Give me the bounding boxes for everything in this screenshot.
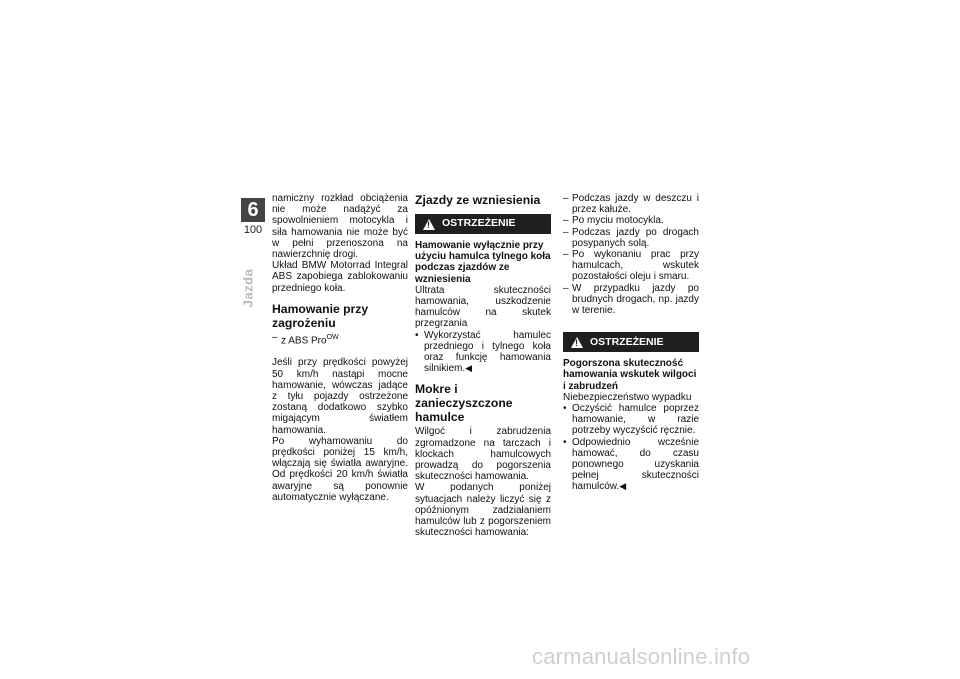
- warning-text: Ultrata skuteczności hamowania, uszkodzenie hamulców na skutek przegrzania: [415, 284, 551, 330]
- wet-brakes-paragraph-1: Wilgoć i zabrudzenia zgromadzone na tarczach i klockach hamulcowych prowadzą do pogorszenia skuteczności hamowania.: [415, 426, 551, 483]
- list-item: – Podczas jazdy po drogach posypanych solą.: [563, 226, 699, 249]
- wet-brakes-paragraph-2: W podanych poniżej sytuacjach należy liczyć się z opóźnionym zadziałaniem hamulców lub z pogorszeniem skuteczności hamowania:: [415, 482, 551, 539]
- chapter-marker: [241, 198, 265, 236]
- option-sup: OW: [326, 333, 339, 341]
- column-3: [563, 193, 699, 493]
- warning-label: OSTRZEŻENIE: [442, 217, 516, 230]
- chapter-number: 6: [241, 198, 265, 222]
- emergency-paragraph-1: Jeśli przy prędkości powyżej 50 km/h nastąpi mocne hamowanie, wówczas jadące z tyłu pojazdy ostrzeżone zostaną dodatkowo szybko migającym światłem hamowania.: [272, 357, 408, 436]
- chapter-side-label: [238, 258, 258, 318]
- list-item: [415, 330, 551, 375]
- list-item: • Oczyścić hamulce poprzez hamowanie, w razie potrzeby wyczyścić ręcznie.: [563, 403, 699, 437]
- warning-banner: [563, 332, 699, 352]
- intro-paragraph: namiczny rozkład obciążenia nie może nadążyć za spowolnieniem motocykla i siła hamowania nie może być w pełni przenoszona na nawierzchnię drogi.: [272, 193, 408, 261]
- column-2: [415, 193, 551, 538]
- warning-label: OSTRZEŻENIE: [590, 335, 664, 348]
- warning-triangle-icon: [571, 337, 583, 348]
- section-heading-emergency-braking: Hamowanie przy zagrożeniu: [272, 301, 369, 330]
- end-mark-icon: ◀: [465, 363, 473, 374]
- emergency-paragraph-2: Po wyhamowaniu do prędkości poniżej 15 km/h, włączają się światła awaryjne. Od prędkości 20 km/h światła awaryjne są ponownie automatycznie wyłączane.: [272, 435, 408, 503]
- warning-title: Pogorszona skuteczność hamowania wskutek wilgoci i zabrudzeń: [563, 358, 697, 392]
- end-mark-icon: ◀: [619, 481, 627, 492]
- bullet-text: Wykorzystać hamulec przedniego i tylnego koła oraz funkcję hamowania silnikiem.: [424, 329, 551, 375]
- watermark: carmanualsonline.info: [532, 644, 751, 669]
- option-text: z ABS Pro: [281, 335, 327, 347]
- warning-text: Niebezpieczeństwo wypadku: [563, 391, 692, 403]
- list-item: – Po myciu motocykla.: [563, 215, 664, 227]
- intro-paragraph-2: Układ BMW Motorrad Integral ABS zapobiega zablokowaniu przedniego koła.: [272, 260, 408, 294]
- bullet-text: Odpowiednio wcześnie hamować, do czasu ponownego uzyskania pełnej skuteczności hamulców.: [572, 436, 699, 493]
- list-item: • Odpowiednio wcześnie hamować, do czasu ponownego uzyskania pełnej skuteczności hamulców.◀: [563, 436, 699, 493]
- warning-title: Hamowanie wyłącznie przy użyciu hamulca tylnego koła podczas zjazdów ze wzniesienia: [415, 240, 551, 285]
- option-line: [272, 332, 408, 347]
- page-number: 100: [243, 224, 263, 236]
- list-item: – W przypadku jazdy po brudnych drogach, np. jazdy w terenie.: [563, 282, 699, 317]
- warning-banner: [415, 214, 551, 234]
- chapter-side-label-text: Jazda: [240, 268, 256, 308]
- bullet-mark: •: [415, 329, 419, 341]
- list-item: – Podczas jazdy w deszczu i przez kałuże.: [563, 193, 699, 216]
- section-heading-descents: Zjazdy ze wzniesienia: [415, 193, 541, 207]
- column-1: [272, 193, 408, 503]
- list-item: – Po wykonaniu prac przy hamulcach, wskutek pozostałości oleju i smaru.: [563, 249, 699, 283]
- dash-mark: –: [272, 331, 278, 343]
- section-heading-wet-brakes: Mokre i zanieczyszczone hamulce: [415, 382, 513, 425]
- warning-triangle-icon: [423, 219, 435, 230]
